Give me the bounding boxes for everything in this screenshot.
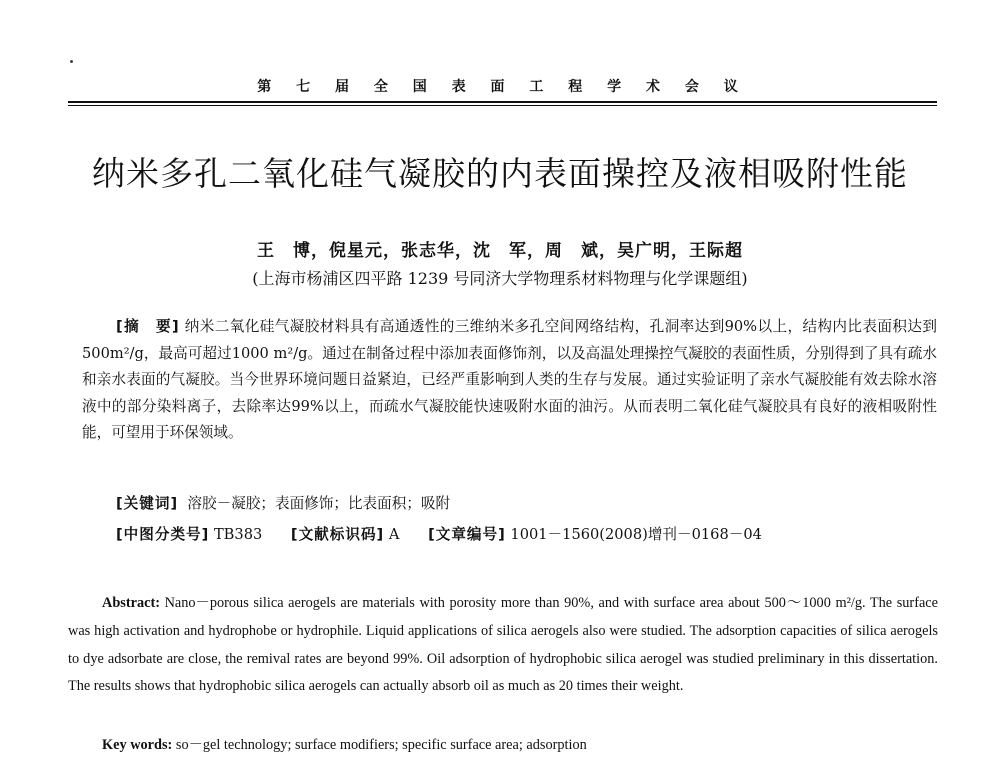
doc-code-value: A <box>388 526 400 543</box>
author-affiliation: (上海市杨浦区四平路 1239 号同济大学物理系材料物理与化学课题组) <box>252 269 748 288</box>
article-no-value: 1001－1560(2008)增刊－0168－04 <box>510 526 762 543</box>
english-keywords-label: Key words: <box>102 737 173 753</box>
english-abstract <box>68 590 938 701</box>
clc-label: [中图分类号] <box>116 526 210 543</box>
chinese-keywords-label: [关键词] <box>116 495 179 512</box>
english-abstract-label: Abstract: <box>102 595 160 611</box>
paper-title: 纳米多孔二氧化硅气凝胶的内表面操控及液相吸附性能 <box>92 154 908 193</box>
chinese-abstract-label: [摘 要] <box>116 318 180 335</box>
header-rule-thick <box>68 101 937 103</box>
chinese-keywords <box>116 492 936 513</box>
doc-code-label: [文献标识码] <box>290 526 385 543</box>
conference-header: 第 七 届 全 国 表 面 工 程 学 术 会 议 <box>257 79 748 95</box>
english-abstract-text: Nano－porous silica aerogels are materials with porosity more than 90%, and with surface area about 500～1000 m²/g. The surface was high activation and hydrophobe or hydrophile. Liquid applications of silica aerogels also were studied. The adsorption capacities of silica aerogels to dye adsorbate are close, the remival rates are beyond 99%. Oil adsorption of hydrophobic silica aerogel was studied preliminary in this dissertation. The results shows that hydrophobic silica aerogels can actually absorb oil as much as 20 times their weight. <box>68 595 938 695</box>
article-no-label: [文章编号] <box>428 526 506 543</box>
scan-dot <box>70 60 73 63</box>
english-keywords <box>102 734 932 754</box>
author-list: 王 博，倪星元，张志华，沈 军，周 斌，吴广明，王际超 <box>257 241 743 261</box>
classification-line <box>116 523 936 544</box>
english-keywords-text: so－gel technology; surface modifiers; specific surface area; adsorption <box>175 737 587 753</box>
header-rule-thin <box>68 105 937 106</box>
chinese-abstract <box>82 314 937 447</box>
chinese-keywords-text: 溶胶－凝胶；表面修饰；比表面积；吸附 <box>187 495 451 512</box>
clc-value: TB383 <box>213 526 263 543</box>
chinese-abstract-text: 纳米二氧化硅气凝胶材料具有高通透性的三维纳米多孔空间网络结构，孔洞率达到90%以上，结构内比表面积达到500m²/g，最高可超过1000 m²/g。通过在制备过程中添加表面修饰剂，以及高温处理操控气凝胶的表面性质，分别得到了具有疏水和亲水表面的气凝胶。当今世界环境问题日益紧迫，已经严重影响到人类的生存与发展。通过实验证明了亲水气凝胶能有效去除水溶液中的部分染料离子，去除率达99%以上，而疏水气凝胶能快速吸附水面的油污。从而表明二氧化硅气凝胶具有良好的液相吸附性能，可望用于环保领域。 <box>82 318 937 441</box>
